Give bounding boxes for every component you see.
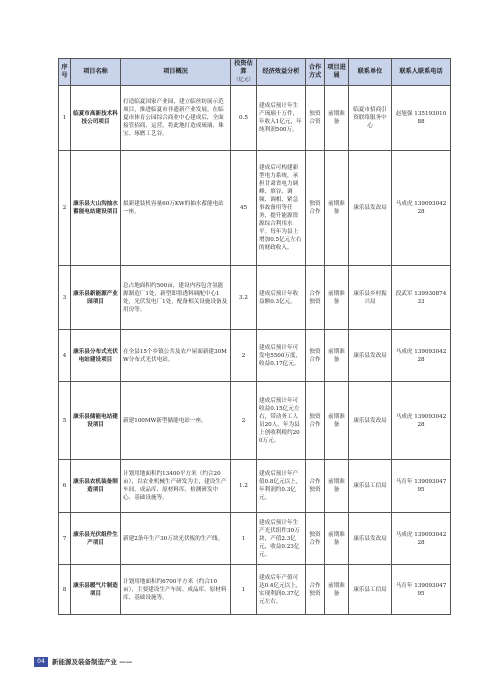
row-benefit: 建成后预计年生产光伏组件30万块，产值2.3亿元，收益0.23亿元。 bbox=[257, 513, 306, 565]
table-row bbox=[59, 513, 451, 565]
row-benefit: 建成后年产值可达0.4亿元以上，实现利润0.37亿元左右。 bbox=[257, 565, 306, 615]
row-cooperation: 合作独资 bbox=[306, 460, 325, 513]
row-unit: 康乐县发改局 bbox=[349, 513, 392, 565]
table-row bbox=[59, 151, 451, 266]
row-contact: 马育年 13909304795 bbox=[392, 460, 451, 513]
row-contact: 赵旭强 13519301088 bbox=[392, 86, 451, 151]
row-no: 4 bbox=[59, 330, 71, 382]
row-cooperation: 独资合作 bbox=[306, 151, 325, 266]
row-no: 6 bbox=[59, 460, 71, 513]
row-progress: 前期准备 bbox=[325, 565, 349, 615]
row-unit: 康乐县工信局 bbox=[349, 460, 392, 513]
row-investment: 45 bbox=[231, 151, 257, 266]
header-investment bbox=[231, 59, 257, 86]
row-overview: 计划用地面积约6700平方米（约合10亩），主要建设生产车间、成品库、原材料库、基础设施等。 bbox=[121, 565, 231, 615]
table-row bbox=[59, 382, 451, 460]
table-row bbox=[59, 86, 451, 151]
row-investment: 1 bbox=[231, 513, 257, 565]
header-progress: 项目进展 bbox=[325, 59, 349, 86]
table-header-row bbox=[59, 59, 451, 86]
row-progress: 前期准备 bbox=[325, 330, 349, 382]
row-overview: 在全县15个乡镇公共及农户屋面新建30MW分布式光伏电站。 bbox=[121, 330, 231, 382]
row-progress: 前期准备 bbox=[325, 266, 349, 330]
row-unit: 康乐县发改局 bbox=[349, 330, 392, 382]
row-contact: 马成虎 13909304228 bbox=[392, 382, 451, 460]
header-contact: 联系人联系电话 bbox=[392, 59, 451, 86]
row-name: 临夏市高新技术科技公司项目 bbox=[71, 86, 121, 151]
row-cooperation: 合作独资 bbox=[306, 565, 325, 615]
table-row bbox=[59, 266, 451, 330]
row-benefit: 建成后可构建新型电力系统，承担甘肃省电力调峰、填谷、调频、调相、紧急事故备用等任务，提升能源资源综合利用水平。每年为县上增加0.5亿元左右的财政收入。 bbox=[257, 151, 306, 266]
row-no: 7 bbox=[59, 513, 71, 565]
row-investment: 0.5 bbox=[231, 86, 257, 151]
row-overview: 新建100MW新型储能电站一座。 bbox=[121, 382, 231, 460]
row-overview: 总占地面积约500亩，建设内容包含氢能源制造厂1处，新型即墨透料调配中心1处，光伏发电厂1处，配备相关设施设备及用房等。 bbox=[121, 266, 231, 330]
row-investment: 1 bbox=[231, 565, 257, 615]
header-no: 序号 bbox=[59, 59, 71, 86]
header-benefit: 经济效益分析 bbox=[257, 59, 306, 86]
row-progress: 前期准备 bbox=[325, 460, 349, 513]
row-benefit: 建成后预计年可收益0.15亿元左右，带动务工人员20人，年为县上创收利税约200万元。 bbox=[257, 382, 306, 460]
row-overview: 拟新建装机容量60万KW的抽水蓄能电站一座。 bbox=[121, 151, 231, 266]
row-cooperation: 独资合作 bbox=[306, 330, 325, 382]
row-investment: 1.2 bbox=[231, 460, 257, 513]
row-overview: 打造临夏国家产业园，建立临丝纺展示范项目，推进临夏市非遗新产业发展。在临夏市体育公园综合商业中心建成后，全面接管招商、运营，将此地打造成琉璃、珠宝、琢磨工艺谷。 bbox=[121, 86, 231, 151]
table-row bbox=[59, 565, 451, 615]
row-benefit: 建成后预计年可发电5500万度，收益0.17亿元。 bbox=[257, 330, 306, 382]
row-no: 1 bbox=[59, 86, 71, 151]
row-contact: 马成虎 13909304228 bbox=[392, 151, 451, 266]
row-progress: 前期准备 bbox=[325, 86, 349, 151]
table-row bbox=[59, 330, 451, 382]
row-cooperation: 合作独资 bbox=[306, 266, 325, 330]
row-contact: 马成虎 13909304228 bbox=[392, 513, 451, 565]
row-unit: 康乐县乡村振兴局 bbox=[349, 266, 392, 330]
row-name: 康乐县农机装备制造项目 bbox=[71, 460, 121, 513]
header-investment-unit: （亿元） bbox=[233, 77, 254, 83]
row-cooperation: 独资合作 bbox=[306, 513, 325, 565]
row-progress: 前期准备 bbox=[325, 382, 349, 460]
row-no: 2 bbox=[59, 151, 71, 266]
row-overview: 新建2条年生产30万块光伏板的生产线。 bbox=[121, 513, 231, 565]
row-benefit: 建成后预计年产值0.8亿元以上，年利润约0.3亿元。 bbox=[257, 460, 306, 513]
project-table bbox=[58, 58, 451, 615]
row-unit: 临夏市招商引资联络服务中心 bbox=[349, 86, 392, 151]
row-name: 康乐县光伏组件生产项目 bbox=[71, 513, 121, 565]
row-name: 康乐县大山沟抽水蓄能电站建设项目 bbox=[71, 151, 121, 266]
header-cooperation: 合作方式 bbox=[306, 59, 325, 86]
row-no: 3 bbox=[59, 266, 71, 330]
row-investment: 2 bbox=[231, 382, 257, 460]
header-unit: 联系单位 bbox=[349, 59, 392, 86]
row-progress: 前期准备 bbox=[325, 151, 349, 266]
row-overview: 计划用地面积约13400平方米（约合20亩），以农业机械生产研发为主，建设生产车间、成品库、原材料库、检测研发中心、基础设施等。 bbox=[121, 460, 231, 513]
row-contact: 马成虎 13909304228 bbox=[392, 330, 451, 382]
row-unit: 康乐县发改局 bbox=[349, 382, 392, 460]
row-no: 8 bbox=[59, 565, 71, 615]
row-no: 5 bbox=[59, 382, 71, 460]
row-progress: 前期准备 bbox=[325, 513, 349, 565]
row-cooperation: 独资合作 bbox=[306, 382, 325, 460]
footer-section-title: 新能源及装备制造产业 —— bbox=[52, 658, 133, 666]
row-benefit: 建成后预计年收益额0.3亿元。 bbox=[257, 266, 306, 330]
row-name: 康乐县分布式光伏电站建设项目 bbox=[71, 330, 121, 382]
row-investment: 2 bbox=[231, 330, 257, 382]
row-name: 康乐县储能电站建设项目 bbox=[71, 382, 121, 460]
row-benefit: 建成后预计年生产琉璃十万件，年收入1亿元，年纯利润500万。 bbox=[257, 86, 306, 151]
row-unit: 康乐县工信局 bbox=[349, 565, 392, 615]
header-investment-label: 投资估算 bbox=[234, 60, 253, 75]
row-contact: 段武军 13993087433 bbox=[392, 266, 451, 330]
row-name: 康乐县新能源产业园项目 bbox=[71, 266, 121, 330]
row-name: 康乐县暖气片制造项目 bbox=[71, 565, 121, 615]
row-contact: 马育年 13909304795 bbox=[392, 565, 451, 615]
page-footer bbox=[34, 657, 474, 669]
row-investment: 3.2 bbox=[231, 266, 257, 330]
row-cooperation: 独资合资 bbox=[306, 86, 325, 151]
row-unit: 康乐县发改局 bbox=[349, 151, 392, 266]
table-row bbox=[59, 460, 451, 513]
header-name: 项目名称 bbox=[71, 59, 121, 86]
page-number: 04 bbox=[34, 657, 48, 667]
header-overview: 项目概况 bbox=[121, 59, 231, 86]
